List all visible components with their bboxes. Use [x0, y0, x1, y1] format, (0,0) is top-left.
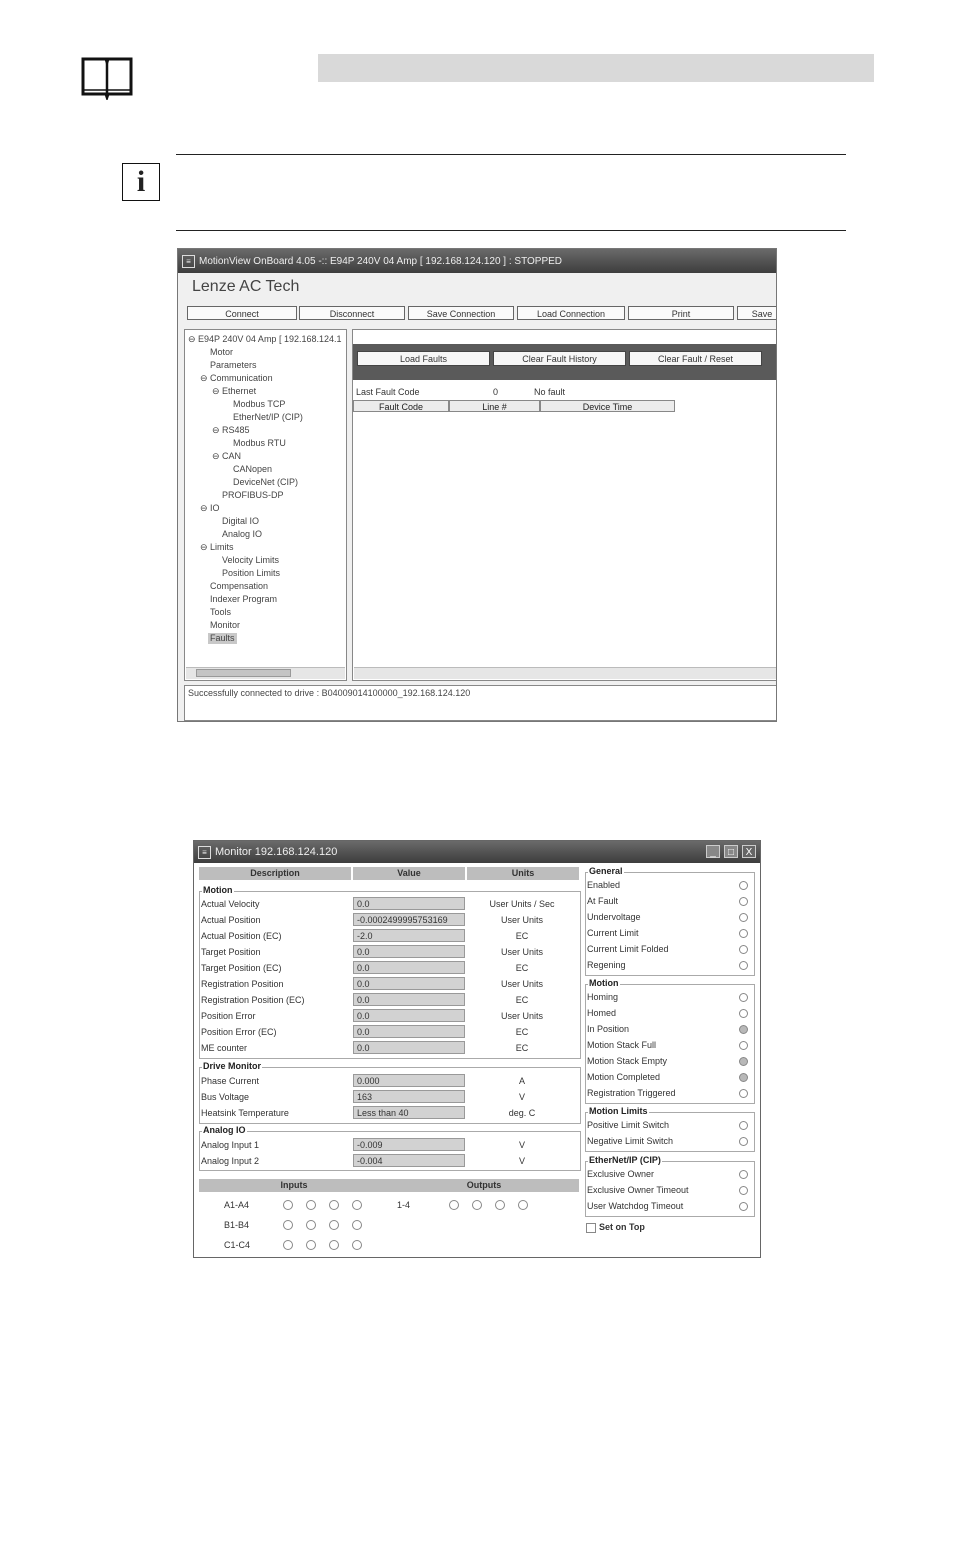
motion_status-indicator-icon — [739, 1089, 748, 1098]
tree-item-io[interactable]: ⊖ IO — [200, 503, 220, 513]
tree-item-digital-io[interactable]: Digital IO — [222, 516, 260, 526]
tree-item-ethernet-ip[interactable]: EtherNet/IP (CIP) — [233, 412, 303, 422]
column-fault-code[interactable]: Fault Code — [353, 400, 449, 412]
tree-item-ethernet[interactable]: ⊖ Ethernet — [212, 386, 257, 396]
motion-row-label: Position Error (EC) — [201, 1027, 277, 1037]
tree-item-parameters[interactable]: Parameters — [210, 360, 257, 370]
motion-row-value: 0.0 — [353, 1025, 465, 1038]
header-value: Value — [353, 867, 465, 880]
print-button[interactable]: Print — [628, 306, 734, 320]
minimize-button[interactable]: _ — [706, 845, 720, 858]
output-indicator-icon — [518, 1200, 528, 1210]
set-on-top-checkbox[interactable] — [586, 1223, 596, 1233]
motion-row-value: 0.0 — [353, 945, 465, 958]
tree-item-communication[interactable]: ⊖ Communication — [200, 373, 273, 383]
general-item-label: Current Limit — [587, 928, 639, 938]
window-titlebar — [178, 249, 776, 273]
motion_status-item-label: In Position — [587, 1024, 630, 1034]
load-connection-button[interactable]: Load Connection — [517, 306, 625, 320]
input-indicator-icon — [283, 1200, 293, 1210]
drive_monitor-row-value: 163 — [353, 1090, 465, 1103]
motion-limits-group — [585, 1106, 755, 1152]
motion-row-units: EC — [515, 963, 529, 973]
motion-row-units: User Units / Sec — [489, 899, 555, 909]
motion_status-indicator-icon — [739, 993, 748, 1002]
parameter-tree — [184, 329, 347, 681]
motion-row-units: EC — [515, 995, 529, 1005]
tree-item-motor[interactable]: Motor — [210, 347, 234, 357]
motion_status-indicator-icon — [739, 1073, 748, 1082]
motion-row-value: 0.0 — [353, 961, 465, 974]
drive_monitor-row-units: deg. C — [508, 1108, 536, 1118]
header-description: Description — [199, 867, 351, 880]
header-units: Units — [467, 867, 579, 880]
tree-scrollbar[interactable] — [186, 667, 345, 679]
analog_io-row-units: V — [518, 1140, 525, 1150]
motion-row-value: 0.0 — [353, 1009, 465, 1022]
motion-row-value: -2.0 — [353, 929, 465, 942]
tree-item-modbus-rtu[interactable]: Modbus RTU — [233, 438, 286, 448]
motion-row-label: Registration Position — [201, 979, 284, 989]
motion-row-units: User Units — [500, 915, 543, 925]
info-icon: i — [122, 163, 160, 201]
drive_monitor-row-value: Less than 40 — [353, 1106, 465, 1119]
general-item-label: Current Limit Folded — [587, 944, 669, 954]
motion_limits-indicator-icon — [739, 1121, 748, 1130]
tree-item-compensation[interactable]: Compensation — [210, 581, 269, 591]
motion_status-item-label: Motion Stack Empty — [587, 1056, 668, 1066]
general-group-title: General — [589, 866, 623, 876]
input-indicator-icon — [283, 1220, 293, 1230]
motion-row-label: ME counter — [201, 1043, 248, 1053]
tree-item-profibus[interactable]: PROFIBUS-DP — [222, 490, 284, 500]
general-indicator-icon — [739, 929, 748, 938]
motion-row-units: EC — [515, 1043, 529, 1053]
motion_status-indicator-icon — [739, 1041, 748, 1050]
motion_status-item-label: Registration Triggered — [587, 1088, 676, 1098]
motion-row-label: Actual Position — [201, 915, 261, 925]
connect-button[interactable]: Connect — [187, 306, 297, 320]
divider-bottom — [176, 230, 846, 231]
inputs-header: Inputs — [199, 1179, 389, 1192]
monitor-titlebar — [194, 841, 760, 863]
status-log: Successfully connected to drive : B04009014100000_192.168.124.120 — [184, 685, 777, 721]
analog-io-group-title: Analog IO — [203, 1125, 246, 1135]
motion-row-label: Registration Position (EC) — [201, 995, 305, 1005]
tree-item-tools[interactable]: Tools — [210, 607, 232, 617]
tree-item-analog-io[interactable]: Analog IO — [222, 529, 263, 539]
analog_io-row-label: Analog Input 1 — [201, 1140, 260, 1150]
analog_io-row-label: Analog Input 2 — [201, 1156, 260, 1166]
clear-fault-history-button[interactable]: Clear Fault History — [493, 351, 626, 366]
tree-item-devicenet[interactable]: DeviceNet (CIP) — [233, 477, 299, 487]
ethernet_ip-indicator-icon — [739, 1170, 748, 1179]
motionview-window — [177, 248, 777, 722]
motion_status-item-label: Homing — [587, 992, 619, 1002]
motion_status-indicator-icon — [739, 1025, 748, 1034]
header-bar — [318, 54, 874, 82]
motion-row-value: 0.0 — [353, 897, 465, 910]
monitor-title: Monitor 192.168.124.120 — [215, 846, 338, 858]
divider-top — [176, 154, 846, 155]
motion-row-label: Actual Position (EC) — [201, 931, 282, 941]
load-faults-button[interactable]: Load Faults — [357, 351, 490, 366]
tree-item-can[interactable]: ⊖ CAN — [212, 451, 242, 461]
motion_limits-item-label: Positive Limit Switch — [587, 1120, 670, 1130]
motion-row-value: 0.0 — [353, 993, 465, 1006]
motion_limits-item-label: Negative Limit Switch — [587, 1136, 674, 1146]
tree-item-velocity-limits[interactable]: Velocity Limits — [222, 555, 280, 565]
motion-row-value: 0.0 — [353, 1041, 465, 1054]
motion-group-title: Motion — [203, 885, 233, 895]
analog_io-row-value: -0.009 — [353, 1138, 465, 1151]
motion-limits-group-title: Motion Limits — [589, 1106, 648, 1116]
input-indicator-icon — [306, 1220, 316, 1230]
tree-item-faults[interactable]: Faults — [210, 633, 235, 643]
output-indicator-icon — [449, 1200, 459, 1210]
tree-root[interactable]: ⊖ E94P 240V 04 Amp [ 192.168.124.1 — [188, 334, 342, 344]
save-connection-button[interactable]: Save Connection — [408, 306, 514, 320]
brand-label: Lenze AC Tech — [192, 278, 300, 295]
clear-fault-reset-button[interactable]: Clear Fault / Reset — [629, 351, 762, 366]
motion-row-label: Position Error — [201, 1011, 256, 1021]
disconnect-button[interactable]: Disconnect — [299, 306, 405, 320]
input-indicator-icon — [306, 1240, 316, 1250]
ethernet_ip-indicator-icon — [739, 1202, 748, 1211]
column-line-number[interactable]: Line # — [449, 400, 540, 412]
drive_monitor-row-units: A — [518, 1076, 525, 1086]
general-item-label: Enabled — [587, 880, 621, 890]
ethernet_ip-item-label: User Watchdog Timeout — [587, 1201, 684, 1211]
input-row-label: B1-B4 — [224, 1220, 250, 1230]
input-indicator-icon — [283, 1240, 293, 1250]
input-indicator-icon — [306, 1200, 316, 1210]
tree-item-modbus-tcp[interactable]: Modbus TCP — [233, 399, 286, 409]
output-indicator-icon — [495, 1200, 505, 1210]
output-indicator-icon — [472, 1200, 482, 1210]
column-device-time[interactable]: Device Time — [540, 400, 675, 412]
maximize-button[interactable]: □ — [724, 845, 738, 858]
input-row-label: A1-A4 — [224, 1200, 250, 1210]
drive_monitor-row-label: Heatsink Temperature — [201, 1108, 289, 1118]
drive_monitor-row-value: 0.000 — [353, 1074, 465, 1087]
general-item-label: Undervoltage — [587, 912, 641, 922]
motion_status-indicator-icon — [739, 1057, 748, 1066]
input-indicator-icon — [352, 1240, 362, 1250]
motion-row-units: User Units — [500, 979, 543, 989]
analog_io-row-units: V — [518, 1156, 525, 1166]
general-item-label: At Fault — [587, 896, 619, 906]
tree-item-limits[interactable]: ⊖ Limits — [200, 542, 234, 552]
drive_monitor-row-label: Phase Current — [201, 1076, 260, 1086]
ethernet-ip-group-title: EtherNet/IP (CIP) — [589, 1155, 661, 1165]
ethernet_ip-indicator-icon — [739, 1186, 748, 1195]
input-indicator-icon — [329, 1240, 339, 1250]
general-indicator-icon — [739, 897, 748, 906]
motion_status-item-label: Motion Stack Full — [587, 1040, 657, 1050]
faults-scrollbar[interactable] — [354, 667, 776, 679]
input-indicator-icon — [329, 1220, 339, 1230]
general-indicator-icon — [739, 945, 748, 954]
monitor-window — [193, 840, 761, 1258]
motion-row-label: Target Position — [201, 947, 261, 957]
tree-item-canopen[interactable]: CANopen — [233, 464, 273, 474]
input-indicator-icon — [329, 1200, 339, 1210]
analog_io-row-value: -0.004 — [353, 1154, 465, 1167]
input-indicator-icon — [352, 1220, 362, 1230]
motion-row-units: User Units — [500, 947, 543, 957]
motion_status-item-label: Homed — [587, 1008, 617, 1018]
motion-row-label: Actual Velocity — [201, 899, 260, 909]
general-item-label: Regening — [587, 960, 626, 970]
app-icon: ≡ — [198, 846, 211, 859]
tree-item-monitor[interactable]: Monitor — [210, 620, 241, 630]
general-indicator-icon — [739, 881, 748, 890]
set-on-top-label: Set on Top — [599, 1222, 645, 1232]
general-indicator-icon — [739, 913, 748, 922]
ethernet_ip-item-label: Exclusive Owner Timeout — [587, 1185, 689, 1195]
drive_monitor-row-label: Bus Voltage — [201, 1092, 250, 1102]
window-title: MotionView OnBoard 4.05 -:: E94P 240V 04 Amp [ 192.168.124.120 ] : STOPPED — [199, 255, 563, 267]
tree-item-indexer-program[interactable]: Indexer Program — [210, 594, 278, 604]
motion-row-units: EC — [515, 1027, 529, 1037]
last-fault-code: 0 — [493, 387, 499, 397]
close-button[interactable]: X — [742, 845, 756, 858]
motion-row-value: 0.0 — [353, 977, 465, 990]
drive_monitor-row-units: V — [518, 1092, 525, 1102]
motion-row-units: User Units — [500, 1011, 543, 1021]
input-indicator-icon — [352, 1200, 362, 1210]
tree-item-position-limits[interactable]: Position Limits — [222, 568, 281, 578]
general-indicator-icon — [739, 961, 748, 970]
faults-pane — [352, 329, 777, 681]
motion-row-value: -0.0002499995753169 — [353, 913, 465, 926]
save-button[interactable]: Save — [737, 306, 777, 320]
motion_limits-indicator-icon — [739, 1137, 748, 1146]
motion_status-item-label: Motion Completed — [587, 1072, 661, 1082]
tree-scroll-thumb[interactable] — [196, 669, 291, 677]
tree-item-rs485[interactable]: ⊖ RS485 — [212, 425, 250, 435]
motion-status-group-title: Motion — [589, 978, 619, 988]
motion_status-indicator-icon — [739, 1009, 748, 1018]
manual-book-icon — [80, 56, 134, 100]
last-fault-label: Last Fault Code — [356, 387, 420, 397]
ethernet_ip-item-label: Exclusive Owner — [587, 1169, 655, 1179]
last-fault-text: No fault — [534, 387, 566, 397]
motion-row-label: Target Position (EC) — [201, 963, 282, 973]
motion-row-units: EC — [515, 931, 529, 941]
outputs-header: Outputs — [389, 1179, 579, 1192]
output-row-label: 1-4 — [397, 1200, 411, 1210]
app-icon: ≡ — [182, 255, 195, 268]
drive-monitor-group-title: Drive Monitor — [203, 1061, 262, 1071]
input-row-label: C1-C4 — [224, 1240, 251, 1250]
